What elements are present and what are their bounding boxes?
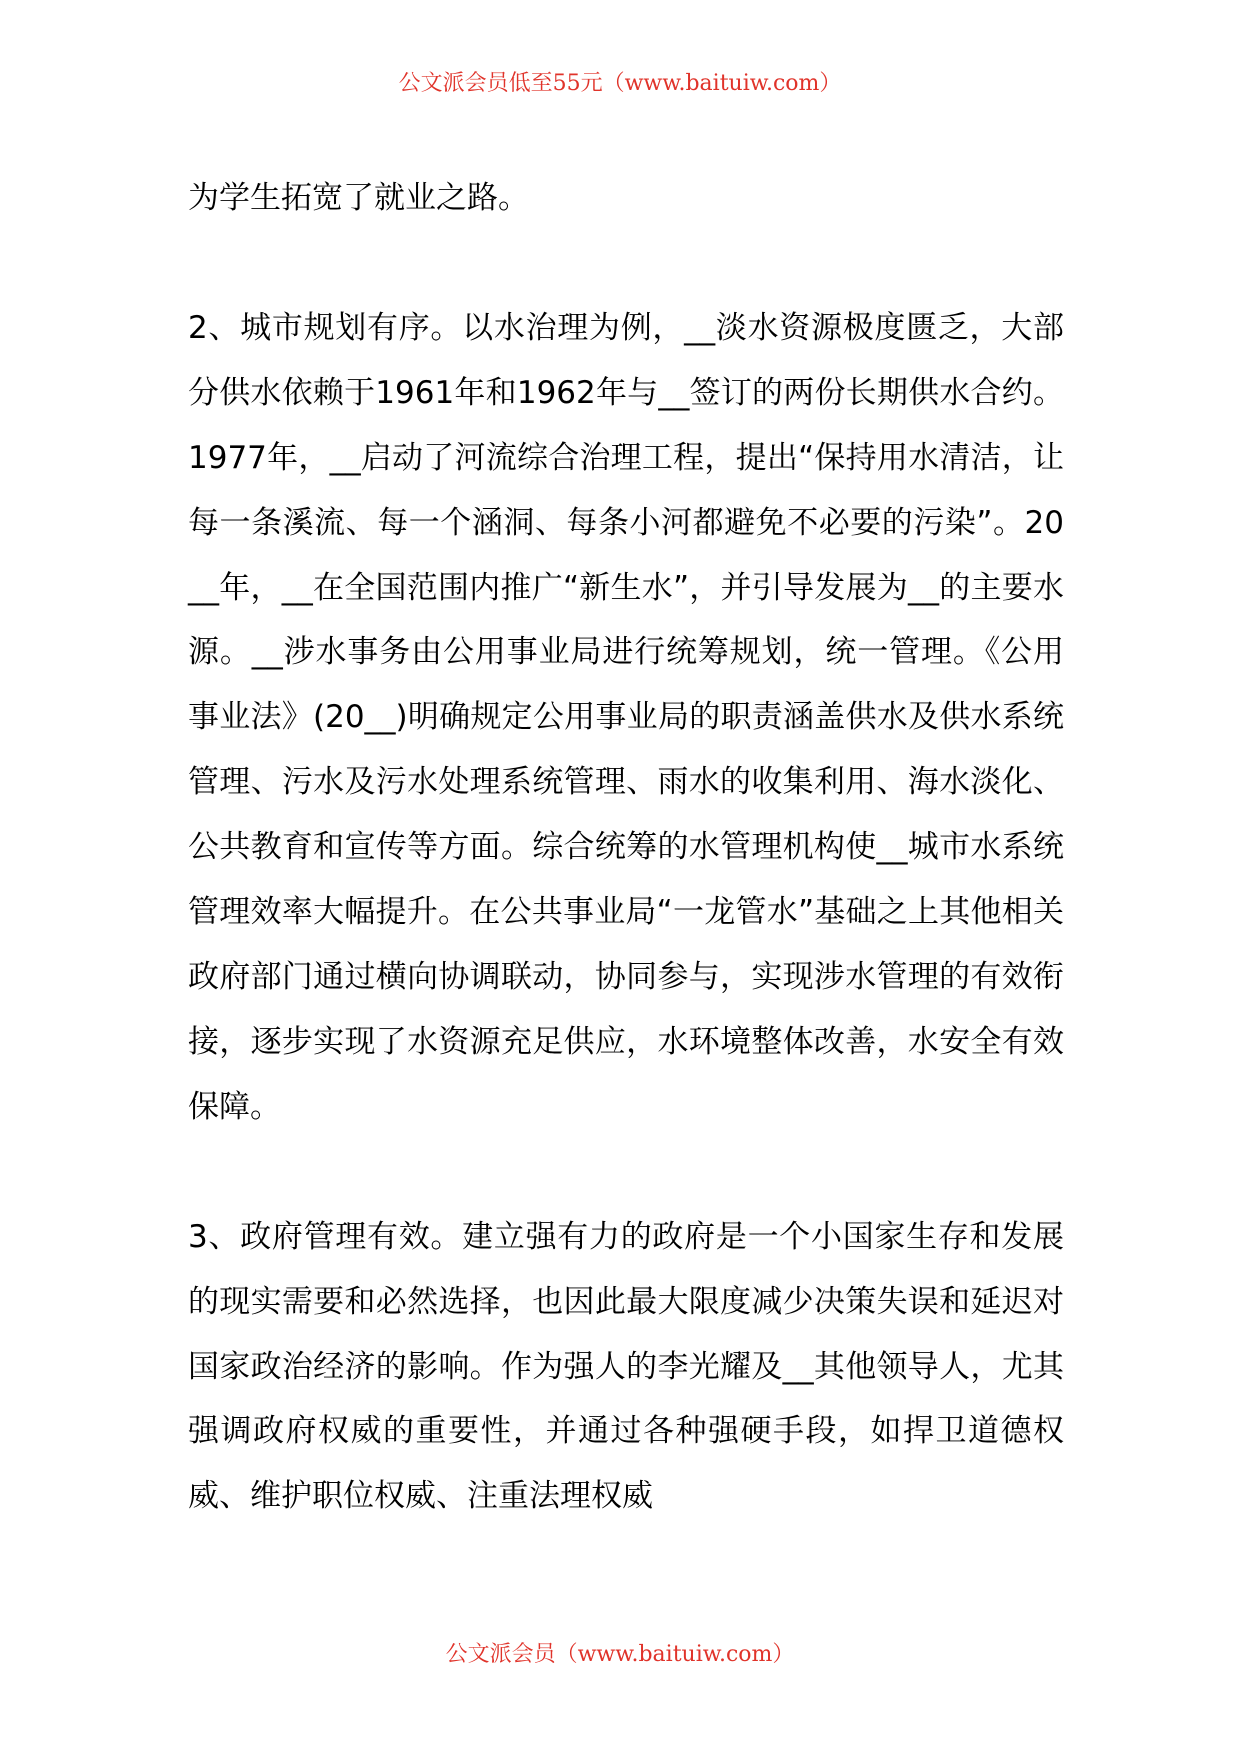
paragraph-1: 为学生拓宽了就业之路。	[188, 180, 529, 216]
page-footer-watermark: 公文派会员（www.baituiw.com）	[445, 1642, 795, 1667]
page-header-watermark: 公文派会员低至55元（www.baituiw.com）	[398, 71, 842, 96]
document-body	[188, 166, 1064, 1529]
paragraph-2: 2、城市规划有序。以水治理为例，__淡水资源极度匮乏，大部分供水依赖于1961年和1962年与__签订的两份长期供水合约。1977年，__启动了河流综合治理工程，提出“保持用水清洁，让每一条溪流、每一个涵洞、每条小河都避免不必要的污染”。20__年，__在全国范围内推广“新生水”，并引导发展为__的主要水源。__涉水事务由公用事业局进行统筹规划，统一管理。《公用事业法》(20__)明确规定公用事业局的职责涵盖供水及供水系统管理、污水及污水处理系统管理、雨水的收集利用、海水淡化、公共教育和宣传等方面。综合统筹的水管理机构使__城市水系统管理效率大幅提升。在公共事业局“一龙管水”基础之上其他相关政府部门通过横向协调联动，协同参与，实现涉水管理的有效衔接，逐步实现了水资源充足供应，水环境整体改善，水安全有效保障。	[188, 309, 1064, 1125]
paragraph-3: 3、政府管理有效。建立强有力的政府是一个小国家生存和发展的现实需要和必然选择，也因此最大限度减少决策失误和延迟对国家政治经济的影响。作为强人的李光耀及__其他领导人，尤其强调政府权威的重要性，并通过各种强硬手段，如捍卫道德权威、维护职位权威、注重法理权威	[188, 1218, 1064, 1515]
